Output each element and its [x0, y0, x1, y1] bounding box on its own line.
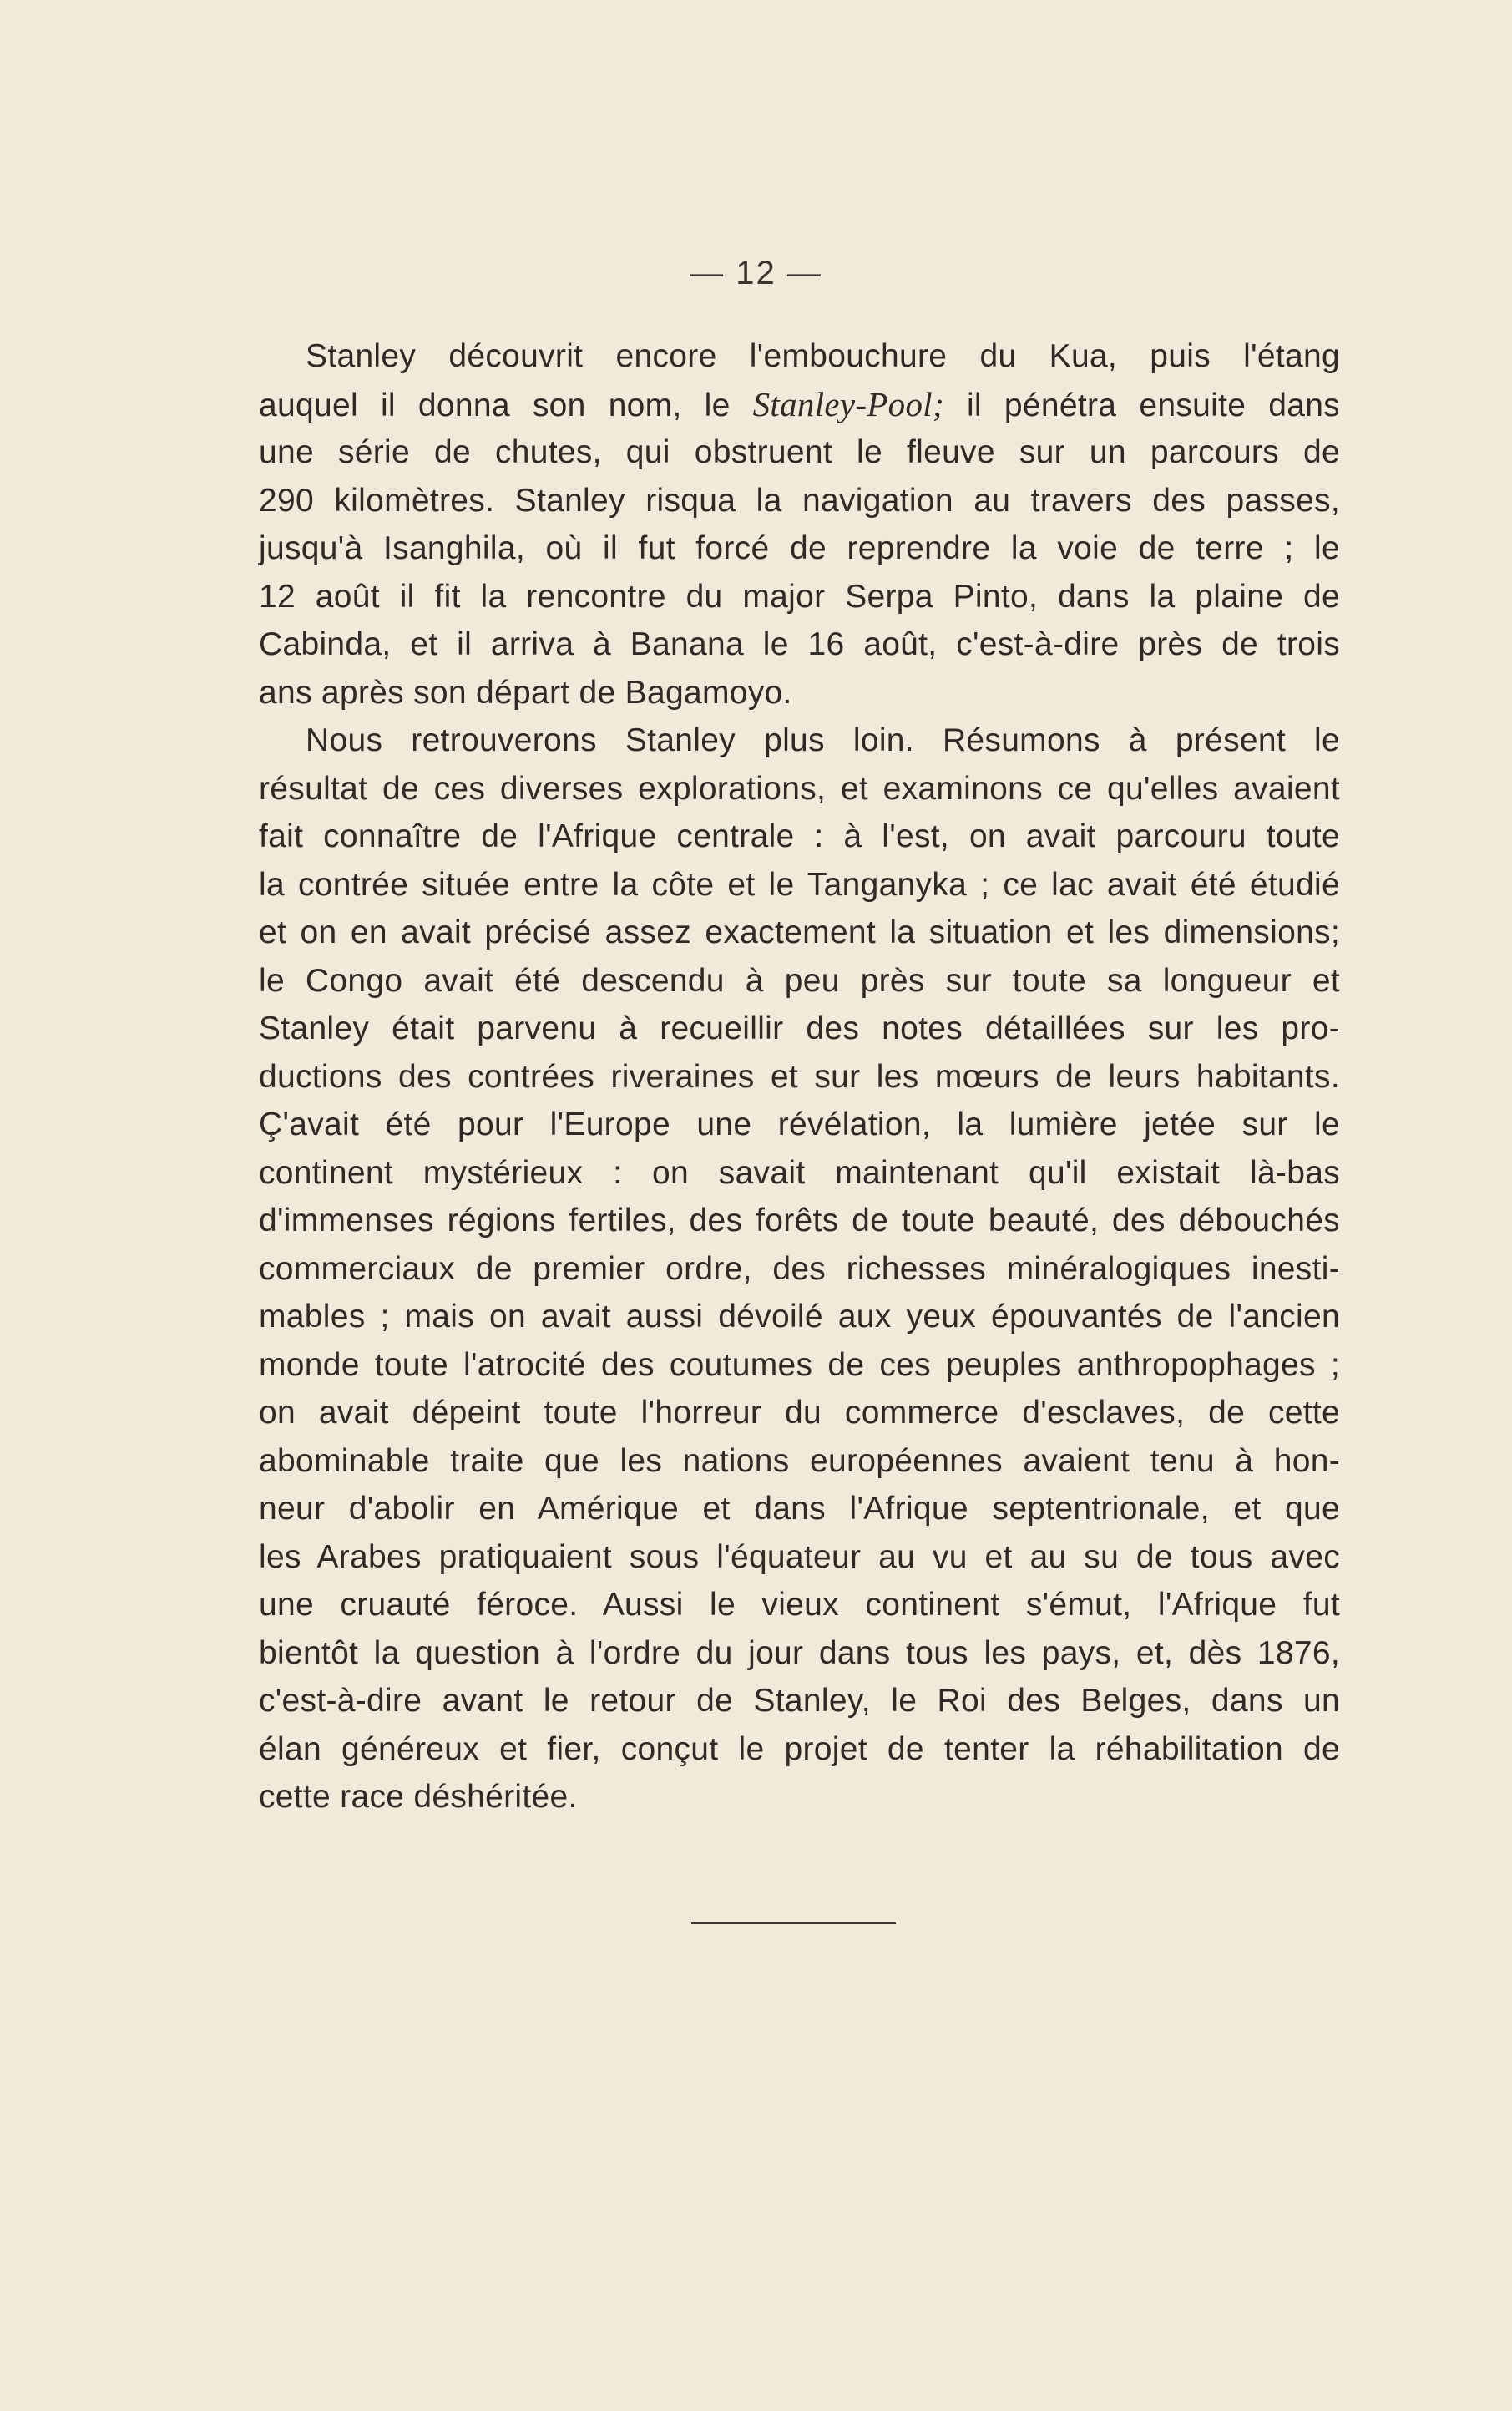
page-number: — 12 —: [690, 255, 822, 291]
text-line: Cabinda, et il arriva à Banana le 16 août, c'est-à-dire près de trois: [259, 626, 1340, 662]
text-line: ans après son départ de Bagamoyo.: [259, 674, 792, 711]
text-line: mables ; mais on avait aussi dévoilé aux yeux épouvantés de l'ancien: [259, 1299, 1340, 1335]
text-line: c'est-à-dire avant le retour de Stanley, le Roi des Belges, dans un: [259, 1683, 1340, 1719]
text-line: commerciaux de premier ordre, des richesses minéralogiques inesti-: [259, 1250, 1340, 1287]
text-line: la contrée située entre la côte et le Tanganyka ; ce lac avait été étudié: [259, 866, 1340, 903]
paragraph-2: [259, 717, 1340, 1821]
text-line: Stanley découvrit encore l'embouchure du Kua, puis l'étang: [306, 338, 1340, 374]
text-line: une cruauté féroce. Aussi le vieux continent s'émut, l'Afrique fut: [259, 1587, 1340, 1623]
end-rule: [691, 1922, 896, 1924]
text-line: 290 kilomètres. Stanley risqua la navigation au travers des passes,: [259, 482, 1340, 519]
text-line: monde toute l'atrocité des coutumes de ces peuples anthropophages ;: [259, 1346, 1340, 1383]
italic-place-name: Stanley-Pool;: [752, 384, 944, 423]
text-span: auquel il donna son nom, le: [259, 387, 753, 423]
paragraph-1: [259, 332, 1340, 717]
text-line: [259, 381, 1340, 429]
text-line: bientôt la question à l'ordre du jour dans tous les pays, et, dès 1876,: [259, 1634, 1340, 1671]
text-line: Ç'avait été pour l'Europe une révélation, la lumière jetée sur le: [259, 1107, 1340, 1142]
text-line: et on en avait précisé assez exactement la situation et les dimensions;: [259, 914, 1340, 950]
text-line: Nous retrouverons Stanley plus loin. Résumons à présent le: [306, 722, 1340, 758]
text-line: neur d'abolir en Amérique et dans l'Afrique septentrionale, et que: [259, 1491, 1340, 1527]
text-line: fait connaître de l'Afrique centrale : à l'est, on avait parcouru toute: [259, 818, 1340, 854]
text-line: on avait dépeint toute l'horreur du commerce d'esclaves, de cette: [259, 1395, 1340, 1431]
body-text: [259, 332, 1340, 1821]
text-line: une série de chutes, qui obstruent le fleuve sur un parcours de: [259, 434, 1340, 470]
text-line: Stanley était parvenu à recueillir des notes détaillées sur les pro-: [259, 1010, 1340, 1046]
text-line: cette race déshéritée.: [259, 1779, 578, 1815]
text-line: d'immenses régions fertiles, des forêts de toute beauté, des débouchés: [259, 1203, 1340, 1238]
text-line: jusqu'à Isanghila, où il fut forcé de reprendre la voie de terre ; le: [259, 530, 1340, 566]
text-line: élan généreux et fier, conçut le projet de tenter la réhabilitation de: [259, 1730, 1340, 1767]
text-span: il pénétra ensuite dans: [943, 387, 1340, 423]
text-line: les Arabes pratiquaient sous l'équateur au vu et au su de tous avec: [259, 1538, 1340, 1575]
text-line: continent mystérieux : on savait maintenant qu'il existait là-bas: [259, 1154, 1340, 1191]
text-line: 12 août il fit la rencontre du major Serpa Pinto, dans la plaine de: [259, 578, 1340, 615]
text-line: le Congo avait été descendu à peu près sur toute sa longueur et: [259, 962, 1340, 999]
text-line: résultat de ces diverses explorations, et examinons ce qu'elles avaient: [259, 770, 1340, 807]
text-line: ductions des contrées riveraines et sur les mœurs de leurs habitants.: [259, 1058, 1340, 1095]
text-line: abominable traite que les nations européennes avaient tenu à hon-: [259, 1442, 1340, 1479]
